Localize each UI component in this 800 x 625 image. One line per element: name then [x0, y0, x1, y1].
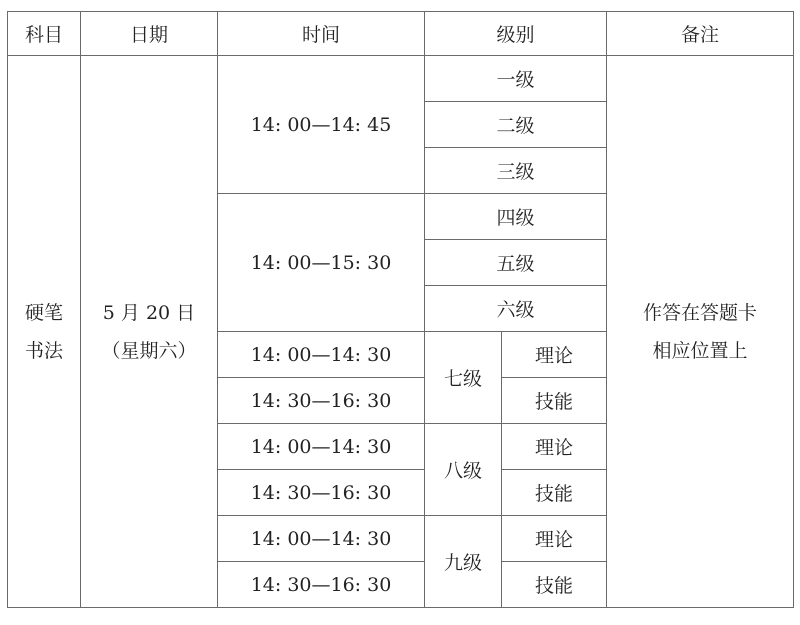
date-line-2: （星期六） — [101, 339, 197, 362]
subject-line-2: 书法 — [24, 339, 63, 362]
header-row — [8, 12, 794, 56]
header-level: 级别 — [425, 12, 607, 56]
part-cell: 理论 — [502, 424, 607, 470]
time-cell: 14: 00—14: 30 — [218, 332, 425, 378]
level-cell: 二级 — [425, 102, 607, 148]
table-row — [8, 56, 794, 102]
level-cell: 四级 — [425, 194, 607, 240]
header-time: 时间 — [218, 12, 425, 56]
header-date: 日期 — [81, 12, 218, 56]
time-cell: 14: 00—15: 30 — [218, 194, 425, 332]
header-subject: 科目 — [8, 12, 81, 56]
level-cell: 七级 — [425, 332, 502, 424]
subject-line-1: 硬笔 — [24, 301, 63, 324]
time-cell: 14: 30—16: 30 — [218, 470, 425, 516]
level-cell: 九级 — [425, 516, 502, 608]
part-cell: 技能 — [502, 470, 607, 516]
subject-cell — [8, 56, 81, 608]
time-cell: 14: 00—14: 30 — [218, 516, 425, 562]
level-cell: 三级 — [425, 148, 607, 194]
header-note: 备注 — [607, 12, 794, 56]
date-line-1: 5 月 20 日 — [102, 301, 196, 324]
part-cell: 理论 — [502, 516, 607, 562]
note-line-2: 相应位置上 — [652, 339, 748, 362]
time-cell: 14: 30—16: 30 — [218, 378, 425, 424]
level-cell: 六级 — [425, 286, 607, 332]
note-line-1: 作答在答题卡 — [643, 301, 758, 324]
note-cell — [607, 56, 794, 608]
level-cell: 一级 — [425, 56, 607, 102]
exam-schedule-table — [7, 11, 794, 608]
part-cell: 技能 — [502, 378, 607, 424]
date-cell — [81, 56, 218, 608]
part-cell: 理论 — [502, 332, 607, 378]
time-cell: 14: 30—16: 30 — [218, 562, 425, 608]
time-cell: 14: 00—14: 30 — [218, 424, 425, 470]
level-cell: 五级 — [425, 240, 607, 286]
level-cell: 八级 — [425, 424, 502, 516]
time-cell: 14: 00—14: 45 — [218, 56, 425, 194]
part-cell: 技能 — [502, 562, 607, 608]
